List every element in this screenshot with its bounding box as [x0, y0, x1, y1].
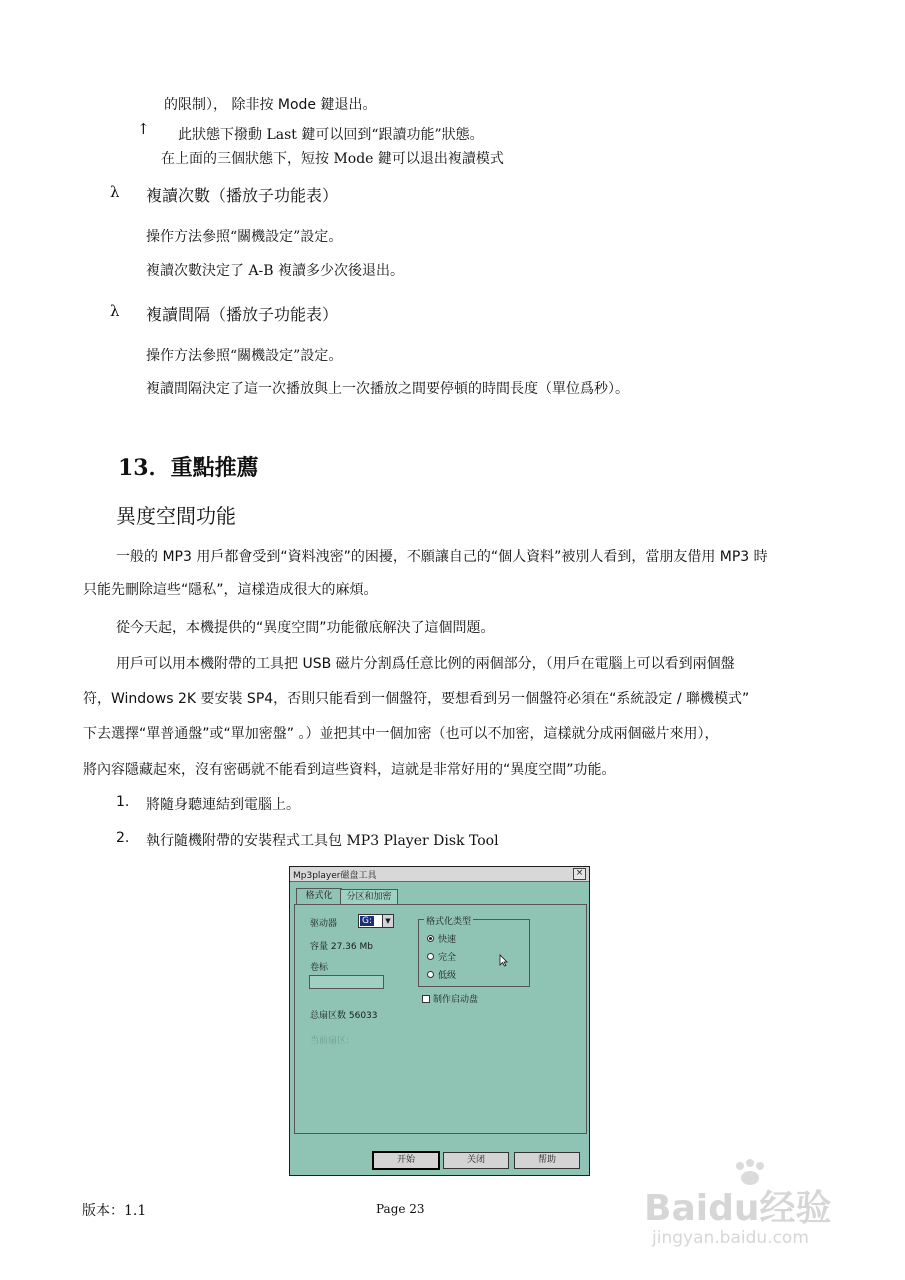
continued-line: 的限制）， 除非按 Mode 鍵退出。 [164, 97, 377, 113]
step-number: 1. [116, 794, 130, 810]
paragraph-line: 符，Windows 2K 要安裝 SP4，否則只能看到一個盤符，要想看到另一個盤符必須在“系統設定 / 聯機模式” [83, 691, 750, 707]
radio-label: 完全 [438, 953, 457, 963]
chevron-down-icon[interactable]: ▼ [382, 915, 393, 927]
section-text: 複讀次數決定了 A-B 複讀多少次後退出。 [146, 263, 405, 279]
current-sector-text: 当前扇区: [310, 1036, 350, 1046]
cursor-icon [499, 954, 508, 967]
footer-page: Page 23 [376, 1202, 425, 1216]
volume-label: 卷标 [310, 963, 329, 973]
bullet-lambda: λ [110, 183, 120, 201]
step-number: 2. [116, 830, 130, 846]
radio-full[interactable] [427, 953, 434, 960]
section-text: 複讀間隔決定了這一次播放與上一次播放之間要停頓的時間長度（單位爲秒）。 [146, 381, 629, 397]
watermark-url: jingyan.baidu.com [652, 1228, 809, 1248]
chapter-heading: 13．重點推薦 [118, 455, 259, 481]
footer-version: 版本：1.1 [82, 1203, 147, 1219]
paragraph-line: 用戶可以用本機附帶的工具把 USB 磁片分割爲任意比例的兩個部分，（用戶在電腦上可以看到兩個盤 [116, 656, 735, 672]
watermark-logo [640, 1158, 870, 1258]
dialog-title: Mp3player磁盘工具 [293, 871, 377, 881]
total-sectors-text: 总扇区数 56033 [310, 1011, 378, 1021]
capacity-text: 容量 27.36 Mb [310, 942, 373, 952]
tab-partition-encrypt[interactable]: 分区和加密 [340, 889, 398, 904]
help-button[interactable]: 帮助 [514, 1152, 580, 1169]
watermark-brand: Baidu经验 [644, 1188, 832, 1229]
paragraph-line: 將內容隱藏起來，沒有密碼就不能看到這些資料，這就是非常好用的“異度空間”功能。 [83, 762, 616, 778]
paragraph-line: 下去選擇“單普通盤”或“單加密盤” 。）並把其中一個加密（也可以不加密，這樣就分成兩個磁片來用）， [83, 726, 719, 742]
close-button[interactable]: 关闭 [443, 1152, 509, 1169]
section-title-repeat-interval: 複讀間隔（播放子功能表） [146, 305, 339, 324]
step-text: 執行隨機附帶的安裝程式工具包 MP3 Player Disk Tool [146, 833, 499, 849]
drive-value: G: [362, 916, 373, 926]
drive-select[interactable] [358, 914, 394, 928]
section-text: 操作方法參照“關機設定”設定。 [146, 348, 343, 364]
disk-tool-dialog [289, 866, 590, 1176]
dialog-titlebar[interactable] [290, 867, 589, 882]
volume-input[interactable] [309, 975, 384, 989]
format-type-group [418, 919, 530, 987]
radio-low-level[interactable] [427, 971, 434, 978]
radio-label: 快速 [438, 935, 457, 945]
step-text: 將隨身聽連結到電腦上。 [146, 797, 300, 813]
radio-label: 低级 [438, 971, 457, 981]
paragraph-line: 從今天起，本機提供的“異度空間”功能徹底解決了這個問題。 [116, 620, 495, 636]
format-type-title: 格式化类型 [424, 914, 473, 927]
exit-note-line: 在上面的三個狀態下，短按 Mode 鍵可以退出複讀模式 [161, 151, 504, 167]
arrow-up-icon: ↑ [137, 120, 150, 138]
tab-format[interactable]: 格式化 [296, 888, 342, 904]
start-button[interactable]: 开始 [372, 1151, 440, 1170]
bullet-lambda: λ [110, 302, 120, 320]
section-title-repeat-count: 複讀次數（播放子功能表） [146, 186, 339, 205]
drive-label: 驱动器 [310, 919, 338, 929]
paragraph-line: 一般的 MP3 用戶都會受到“資料洩密”的困擾，不願讓自己的“個人資料”被別人看到，當朋友借用 MP3 時 [116, 549, 768, 565]
paragraph-line: 只能先刪除這些“隱私”，這樣造成很大的麻煩。 [83, 582, 378, 598]
feature-heading: 異度空間功能 [116, 504, 236, 528]
state-note-line: 此狀態下撥動 Last 鍵可以回到“跟讀功能”狀態。 [178, 127, 484, 143]
radio-quick[interactable] [427, 935, 434, 942]
section-text: 操作方法參照“關機設定”設定。 [146, 229, 343, 245]
make-boot-label: 制作启动盘 [433, 995, 479, 1005]
close-icon[interactable]: × [573, 868, 586, 880]
make-boot-checkbox[interactable] [422, 995, 430, 1003]
